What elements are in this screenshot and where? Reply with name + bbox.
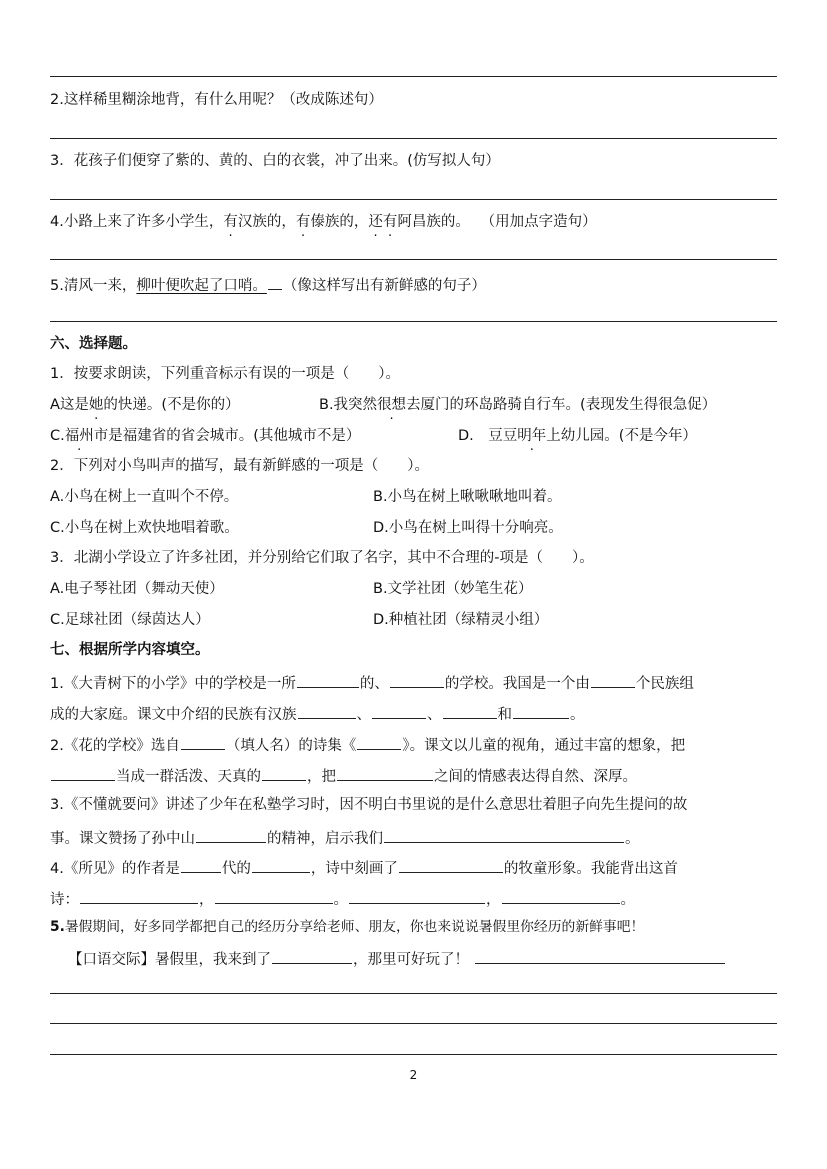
fill-q4-line2: 诗： ， 。 ， 。: [50, 887, 635, 910]
page-number: 2: [409, 1068, 418, 1082]
rewrite-q2: 2.这样稀里糊涂地背，有什么用呢？（改成陈述句）: [50, 92, 383, 108]
answer-line: [50, 199, 777, 200]
dotted-char: 有: [223, 214, 238, 230]
fill-q2-line1: 2.《花的学校》选自 （填人名）的诗集《 》。课文以儿童的视角，通过丰富的想象，把: [50, 733, 685, 756]
fill-q3-line1: 3.《不懂就要问》讲述了少年在私塾学习时，因不明白书里说的是什么意思壮着胆子向先生提问的故: [50, 797, 688, 813]
answer-line: [50, 1023, 777, 1024]
choice-q2: 2．下列对小鸟叫声的描写，最有新鲜感的一项是（ ）。: [50, 458, 429, 474]
dotted-char: 还: [368, 214, 383, 230]
rewrite-q4: 4.小路上来了许多小学生，有汉族的，有傣族的，还有阿昌族的。 （用加点字造句）: [50, 214, 597, 230]
answer-line: [50, 138, 777, 139]
dotted-char: 有: [295, 214, 311, 230]
choice-q3-option-b: B.文学社团（妙笔生花）: [373, 581, 533, 597]
choice-q3-option-d: D.种植社团（绿精灵小组）: [373, 612, 549, 628]
fill-q2-line2: 当成一群活泼、天真的 ，把 之间的情感表达得自然、深厚。: [50, 764, 637, 787]
fill-q3-line2: 事。课文赞扬了孙中山 的精神，启示我们 。: [50, 826, 640, 849]
choice-q3-option-a: A.电子琴社团（舞动天使）: [50, 581, 224, 597]
choice-q3: 3．北湖小学设立了许多社团，并分别给它们取了名字，其中不合理的-项是（ ）。: [50, 550, 594, 566]
choice-q2-option-b: B.小鸟在树上啾啾啾地叫着。: [373, 489, 562, 505]
answer-line: [50, 321, 777, 322]
choice-q2-option-a: A.小鸟在树上一直叫个不停。: [50, 489, 239, 505]
choice-q3-option-c: C.足球社团（绿茵达人）: [50, 612, 210, 628]
choice-q1: 1．按要求朗读，下列重音标示有误的一项是（ ）。: [50, 366, 400, 382]
section-title-choice: 六、选择题。: [50, 336, 137, 352]
answer-line: [50, 1054, 777, 1055]
choice-q2-option-c: C.小鸟在树上欢快地唱着歌。: [50, 520, 239, 536]
underlined-sentence: 柳叶便吹起了口哨。: [136, 278, 267, 294]
rewrite-q5: 5.清风一来，柳叶便吹起了口哨。 （像这样写出有新鲜感的句子）: [50, 273, 486, 296]
choice-q1-option-b: B.我突然很想去厦门的环岛路骑自行车。(表现发生得很急促）: [319, 397, 717, 413]
fill-q1-line2: 成的大家庭。课文中介绍的民族有汉族 、 、 和 。: [50, 702, 585, 725]
fill-q5-prompt: 5.暑假期间，好多同学都把自己的经历分享给老师、朋友，你也来说说暑假里你经历的新鲜事吧！: [50, 919, 645, 935]
answer-line: [50, 993, 777, 994]
dotted-char: 有: [382, 214, 398, 230]
fill-q1-line1: 1.《大青树下的小学》中的学校是一所 的、 的学校。我国是一个由 个民族组: [50, 671, 694, 694]
choice-q1-option-d: D. 豆豆明年上幼儿园。(不是今年）: [458, 428, 697, 444]
choice-q2-option-d: D.小鸟在树上叫得十分响亮。: [373, 520, 563, 536]
fill-q4-line1: 4.《所见》的作者是 代的 ，诗中刻画了 的牧童形象。我能背出这首: [50, 856, 678, 879]
rewrite-q3: 3．花孩子们便穿了紫的、黄的、白的衣裳，冲了出来。(仿写拟人句）: [50, 153, 500, 169]
fill-q5-oral: 【口语交际】暑假里，我来到了 ，那里可好玩了！: [68, 947, 726, 970]
answer-line: [50, 76, 777, 77]
choice-q1-option-c: C.福州市是福建省的省会城市。(其他城市不是）: [50, 428, 361, 444]
section-title-fill: 七、根据所学内容填空。: [50, 642, 210, 658]
answer-line: [50, 259, 777, 260]
choice-q1-option-a: A这是她的快递。(不是你的）: [50, 397, 240, 413]
